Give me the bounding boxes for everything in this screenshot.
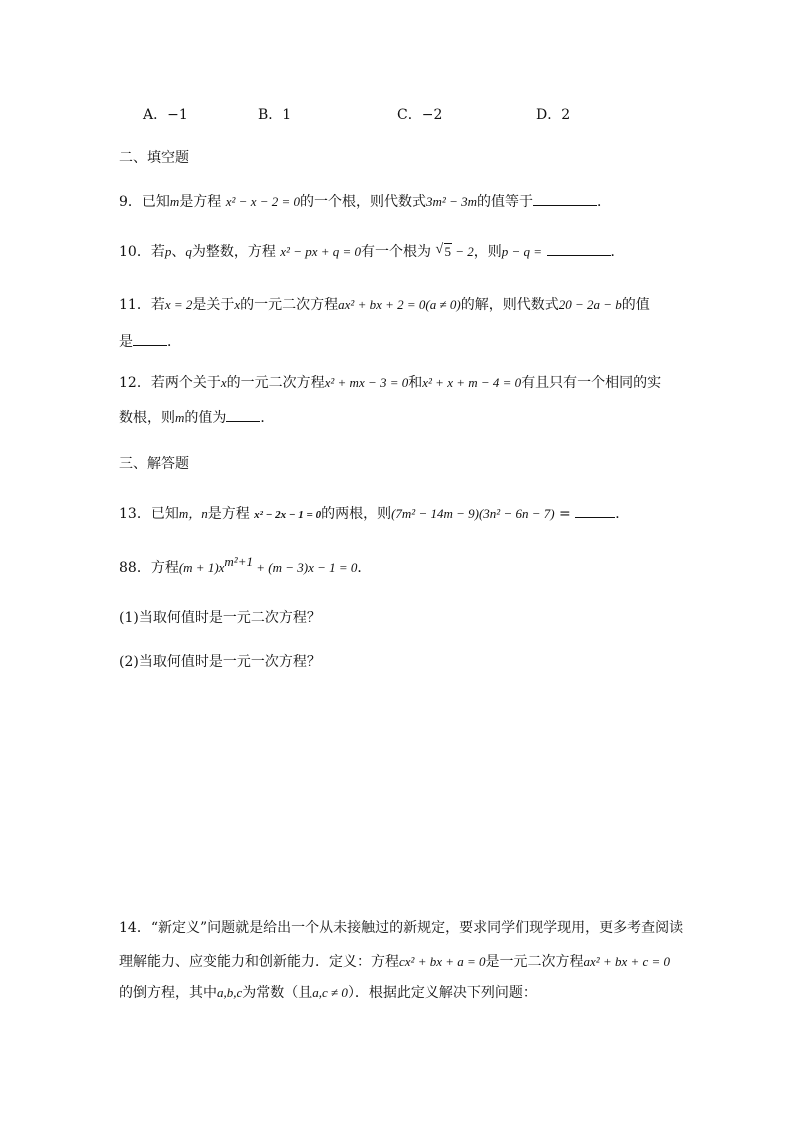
question-12-cont: 数根，则m的值为 ． [119,410,275,426]
option-c: C．−2 [397,107,443,123]
section-title-answer: 三、解答题 [119,456,189,472]
question-88: 88．方程$(m + 1)x^{m^2+1} + (m - 3)x - 1 = 0$． [119,554,372,576]
question-12: 12．若两个关于x的一元二次方程x² + mx − 3 = 0和x² + x + m − 4 = 0有且只有一个相同的实 [119,375,662,391]
question-11: 11．若x = 2是关于x的一元二次方程ax² + bx + 2 = 0(a ≠ 0)的解，则代数式20 − 2a − b的值 [119,297,650,313]
question-10: 10．若p、q为整数，方程 x² − px + q = 0有一个根为 √ 5 − 2，则p − q = ． [119,242,625,260]
question-14-line-3: 的倒方程，其中a,b,c为常数（且a,c ≠ 0）．根据此定义解决下列问题： [119,985,537,1001]
section-title-fill-blank: 二、填空题 [119,150,189,166]
question-11-cont: 是 ． [119,334,181,350]
sub-question-1: (1)当取何值时是一元二次方程？ [119,610,321,626]
question-14-line-2: 理解能力、应变能力和创新能力．定义：方程cx² + bx + a = 0是一元二次方程ax² + bx + c = 0 [119,954,671,970]
sub-question-2: (2)当取何值时是一元一次方程？ [119,654,321,670]
answer-blank[interactable] [575,505,615,518]
answer-blank[interactable] [533,193,597,206]
answer-blank[interactable] [547,243,611,256]
question-9: 9．已知m是方程 x² − x − 2 = 0的一个根，则代数式3m² − 3m的值等于 ． [119,194,611,210]
question-14-line-1: 14．“新定义”问题就是给出一个从未接触过的新规定，要求同学们现学现用，更多考查阅读 [119,920,684,936]
answer-blank[interactable] [133,333,167,346]
option-b: B．1 [258,107,292,123]
option-d: D．2 [536,107,571,123]
sqrt-symbol: √ 5 [435,242,451,259]
question-13: 13．已知m，n是方程 x² − 2x − 1 = 0的两根，则(7m² − 14m − 9)(3n² − 6n − 7) = ． [119,506,630,522]
option-a: A．−1 [143,107,188,123]
answer-blank[interactable] [226,409,260,422]
